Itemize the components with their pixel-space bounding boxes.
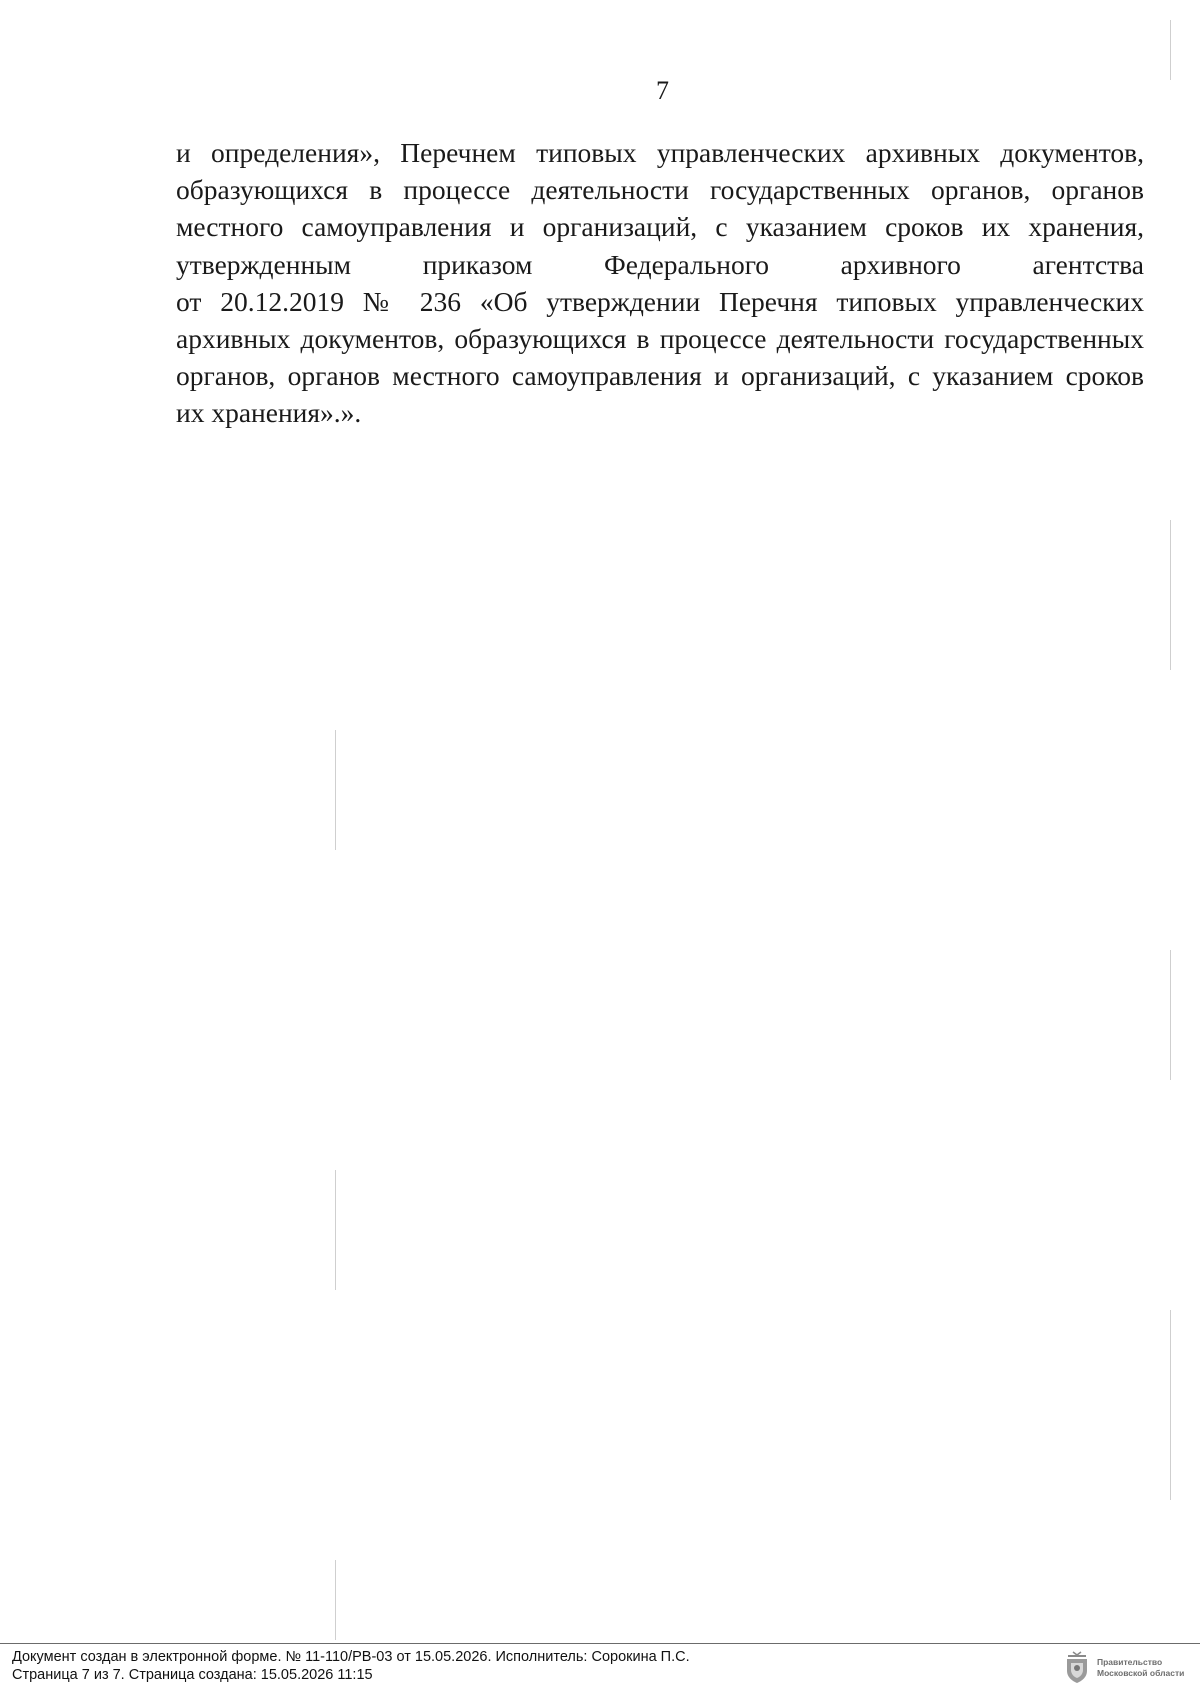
scan-artifact-line [1170, 950, 1171, 1080]
scan-artifact-line [1170, 520, 1171, 670]
paragraph-line: и определения», Перечнем типовых управленческих архивных документов, [176, 137, 1144, 168]
paragraph-line: утвержденным приказом Федерального архивного агентства [176, 248, 1144, 280]
scan-artifact-line [335, 1170, 336, 1290]
body-paragraph [176, 134, 1144, 432]
footer-divider [0, 1643, 1200, 1644]
paragraph-line: образующихся в процессе деятельности государственных органов, органов [176, 174, 1144, 206]
footer-document-info: Документ создан в электронной форме. № 11-110/РВ-03 от 15.05.2026. Исполнитель: Сорокина П.С. [12, 1649, 690, 1665]
paragraph-line: архивных документов, образующихся в процессе деятельности государственных [176, 323, 1144, 355]
logo-caption [1097, 1657, 1184, 1679]
page-number: 7 [656, 76, 669, 105]
logo-caption-line1: Правительство [1097, 1657, 1163, 1667]
government-logo [1063, 1648, 1188, 1688]
footer-page-info: Страница 7 из 7. Страница создана: 15.05.2026 11:15 [12, 1667, 373, 1683]
logo-caption-line2: Московской области [1097, 1668, 1185, 1678]
paragraph-line: органов, органов местного самоуправления и организаций, с указанием сроков [176, 360, 1144, 392]
scan-artifact-line [335, 730, 336, 850]
document-footer [12, 1648, 690, 1684]
paragraph-line: местного самоуправления и организаций, с указанием сроков их хранения, [176, 211, 1144, 243]
scan-artifact-line [1170, 20, 1171, 80]
paragraph-line: от 20.12.2019 № 236 «Об утверждении Перечня типовых управленческих [176, 285, 1144, 317]
coat-of-arms-emblem-icon [1063, 1651, 1091, 1685]
paragraph-line-last: их хранения».». [176, 397, 362, 429]
scan-artifact-line [335, 1560, 336, 1640]
scan-artifact-line [1170, 1310, 1171, 1500]
